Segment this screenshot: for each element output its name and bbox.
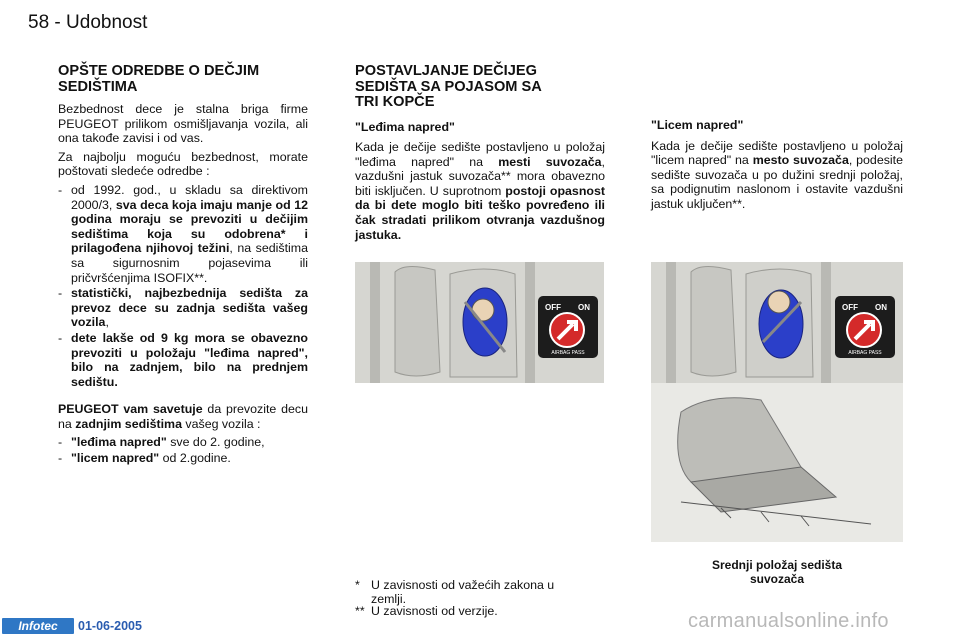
installation-column xyxy=(355,64,605,246)
footnote-legislation: * U zavisnosti od važećih zakona u zemlji. xyxy=(355,578,555,606)
forward-facing-seat-drawing xyxy=(651,262,903,542)
airbag-pass-label: AIRBAG PASS xyxy=(551,350,585,356)
switch-off-label-2: OFF xyxy=(842,303,858,312)
forward-facing-paragraph: Kada je dečije sedište postavljeno u položaj "licem napred" na mesto suvozača, podesite sedište suvozača u po dužini srednji položaj, sa podignutim naslonom i ostavite vazdušni jastuk uključen**. xyxy=(651,138,903,211)
general-rules-heading: OPŠTE ODREDBE O DEČJIM SEDIŠTIMA xyxy=(58,63,260,95)
rule-item-under-9kg: - dete lakše od 9 kg mora se obavezno prevoziti u položaju "leđima napred", bilo na zadnjem, bilo na prednjem sedištu. xyxy=(58,330,308,389)
rule-item-directive: - od 1992. god., u skladu sa direktivom 2000/3, sva deca koja imaju manje od 12 godina moraju se prevoziti u dečijim sedištima koja su odobrena* i prilagođena njihovoj težini, na sedištima sa sigurnosnim pojasevima ili pričvršćenjima ISOFIX**. xyxy=(58,182,308,285)
rear-facing-paragraph: Kada je dečije sedište postavljeno u položaj "leđima napred" na mesti suvozača, vazdušni jastuk suvozača** mora obavezno biti isključen. U suprotnom postoji opasnost da bi dete moglo biti teško povređeno ili čak stradati prilikom otvranja vazdušnog jastuka. xyxy=(355,140,605,242)
peugeot-advice-paragraph: PEUGEOT vam savetuje da prevozite decu na zadnjim sedištima vašeg vozila : xyxy=(58,402,308,431)
rule-item-rear-seats: - statistički, najbezbednija sedišta za prevoz dece su zadnja sedišta vašeg vozila, xyxy=(58,286,308,330)
rear-facing-seat-illustration xyxy=(355,262,604,383)
seat-position-caption: Srednji položaj sedišta suvozača xyxy=(711,558,843,586)
intro-paragraph: Bezbednost dece je stalna briga firme PEUGEOT prilikom osmišljavanja vozila, ali ona takođe zavisi i od vas. xyxy=(58,102,308,146)
switch-off-label: OFF xyxy=(545,303,561,312)
document-date: 01-06-2005 xyxy=(78,619,142,633)
forward-facing-column xyxy=(651,118,903,216)
watermark-text: carmanualsonline.info xyxy=(688,610,889,632)
header-separator: - xyxy=(54,12,61,33)
page-section-title: Udobnost xyxy=(66,12,148,33)
installation-heading: POSTAVLJANJE DEČIJEG SEDIŠTA SA POJASOM SA TRI KOPČE xyxy=(355,63,542,110)
rear-facing-subheading: "Leđima napred" xyxy=(355,119,455,134)
page-header xyxy=(28,12,147,34)
footnote-version: ** U zavisnosti od verzije. xyxy=(355,604,498,618)
infotec-logo: Infotec xyxy=(2,618,74,634)
rear-facing-seat-drawing xyxy=(355,262,604,383)
advice-item-forward-facing: - "licem napred" od 2.godine. xyxy=(58,451,231,466)
advice-item-rear-facing: - "leđima napred" sve do 2. godine, xyxy=(58,435,265,450)
switch-on-label-2: ON xyxy=(875,303,887,312)
rules-intro-paragraph: Za najbolju moguću bezbednost, morate poštovati sledeće odredbe : xyxy=(58,149,308,179)
forward-facing-seat-illustration xyxy=(651,262,903,542)
general-rules-column xyxy=(58,64,308,467)
forward-facing-subheading: "Licem napred" xyxy=(651,118,744,132)
page-number: 58 xyxy=(28,12,50,33)
switch-on-label: ON xyxy=(578,303,590,312)
airbag-pass-label-2: AIRBAG PASS xyxy=(848,350,882,356)
